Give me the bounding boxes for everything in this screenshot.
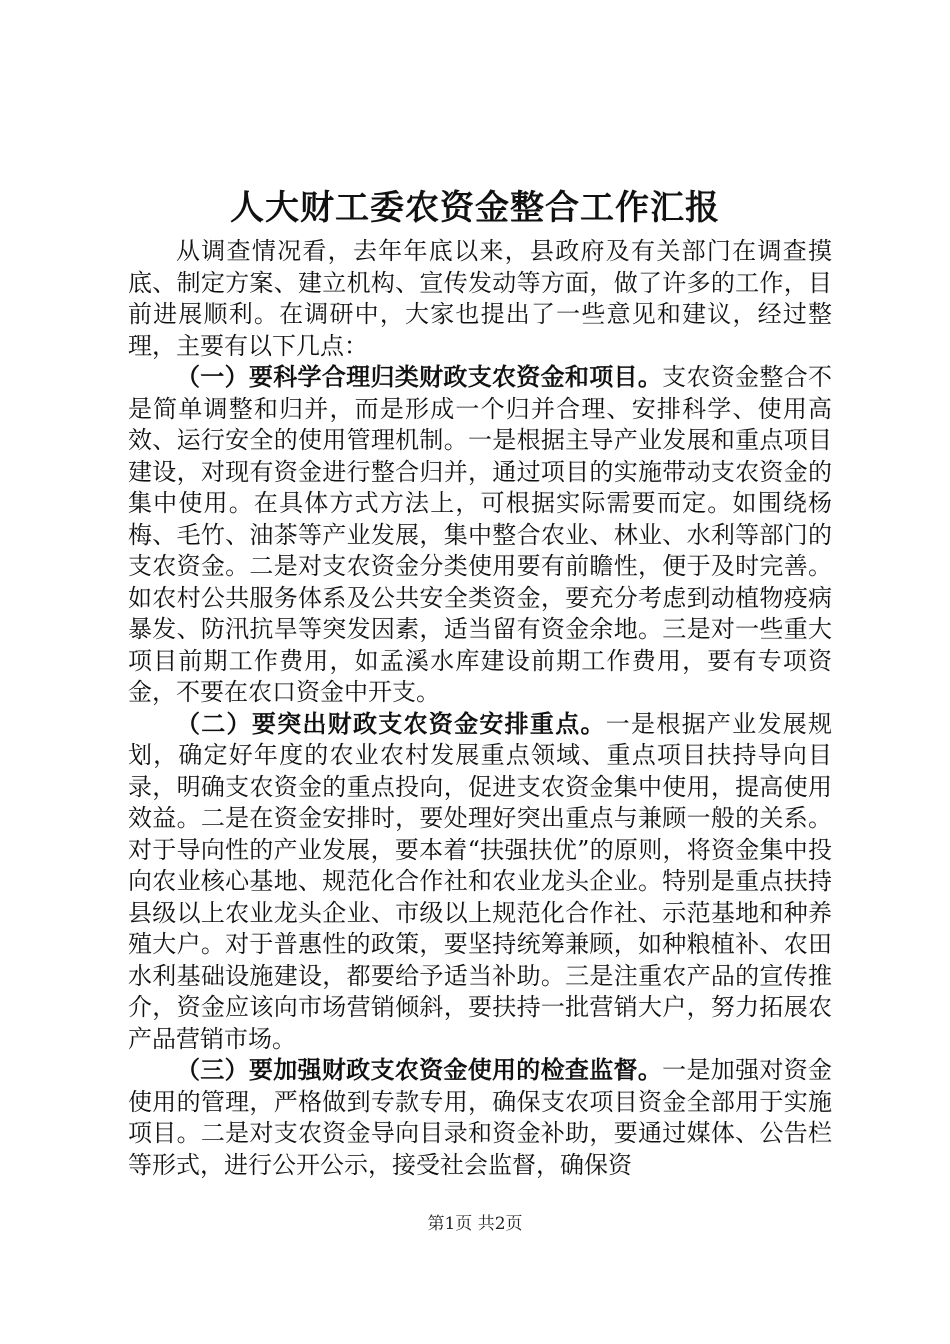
intro-paragraph: 从调查情况看，去年年底以来，县政府及有关部门在调查摸底、制定方案、建立机构、宣传发动等方面，做了许多的工作，目前进展顺利。在调研中，大家也提出了一些意见和建议，经过整理，主要有以下几点：: [128, 237, 832, 360]
section-1-heading: （一）要科学合理归类财政支农资金和项目。: [176, 363, 663, 391]
document-title: 人大财工委农资金整合工作汇报: [230, 188, 720, 228]
page-footer: 第1页 共2页: [427, 1214, 523, 1234]
section-2-text: 一是根据产业发展规划，确定好年度的农业农村发展重点领域、重点项目扶持导向目录，明确支农资金的重点投向，促进支农资金集中使用，提高使用效益。二是在资金安排时，要处理好突出重点与兼顾一般的关系。对于导向性的产业发展，要本着“扶强扶优”的原则，将资金集中投向农业核心基地、规范化合作社和农业龙头企业。特别是重点扶持县级以上农业龙头企业、市级以上规范化合作社、示范基地和种养殖大户。对于普惠性的政策，要坚持统筹兼顾，如种粮植补、农田水利基础设施建设，都要给予适当补助。三是注重农产品的宣传推介，资金应该向市场营销倾斜，要扶持一批营销大户，努力拓展农产品营销市场。: [128, 709, 833, 1053]
section-2-paragraph: [128, 709, 832, 1056]
section-2-heading: （二）要突出财政支农资金安排重点。: [176, 709, 606, 738]
section-3-text: 一是加强对资金使用的管理，严格做到专款专用，确保支农项目资金全部用于实施项目。二是对支农资金导向目录和资金补助，要通过媒体、公告栏等形式，进行公开公示，接受社会监督，确保资: [128, 1056, 833, 1179]
section-3-paragraph: [128, 1055, 832, 1181]
section-1-paragraph: [128, 362, 832, 709]
document-body: [128, 236, 832, 1181]
section-3-heading: （三）要加强财政支农资金使用的检查监督。: [176, 1056, 663, 1084]
section-1-text: 支农资金整合不是简单调整和归并，而是形成一个归并合理、安排科学、使用高效、运行安全的使用管理机制。一是根据主导产业发展和重点项目建设，对现有资金进行整合归并，通过项目的实施带动支农资金的集中使用。在具体方式方法上，可根据实际需要而定。如围绕杨梅、毛竹、油茶等产业发展，集中整合农业、林业、水利等部门的支农资金。二是对支农资金分类使用要有前瞻性，便于及时完善。如农村公共服务体系及公共安全类资金，要充分考虑到动植物疫病暴发、防汛抗旱等突发因素，适当留有资金余地。三是对一些重大项目前期工作费用，如孟溪水库建设前期工作费用，要有专项资金，不要在农口资金中开支。: [128, 363, 833, 706]
